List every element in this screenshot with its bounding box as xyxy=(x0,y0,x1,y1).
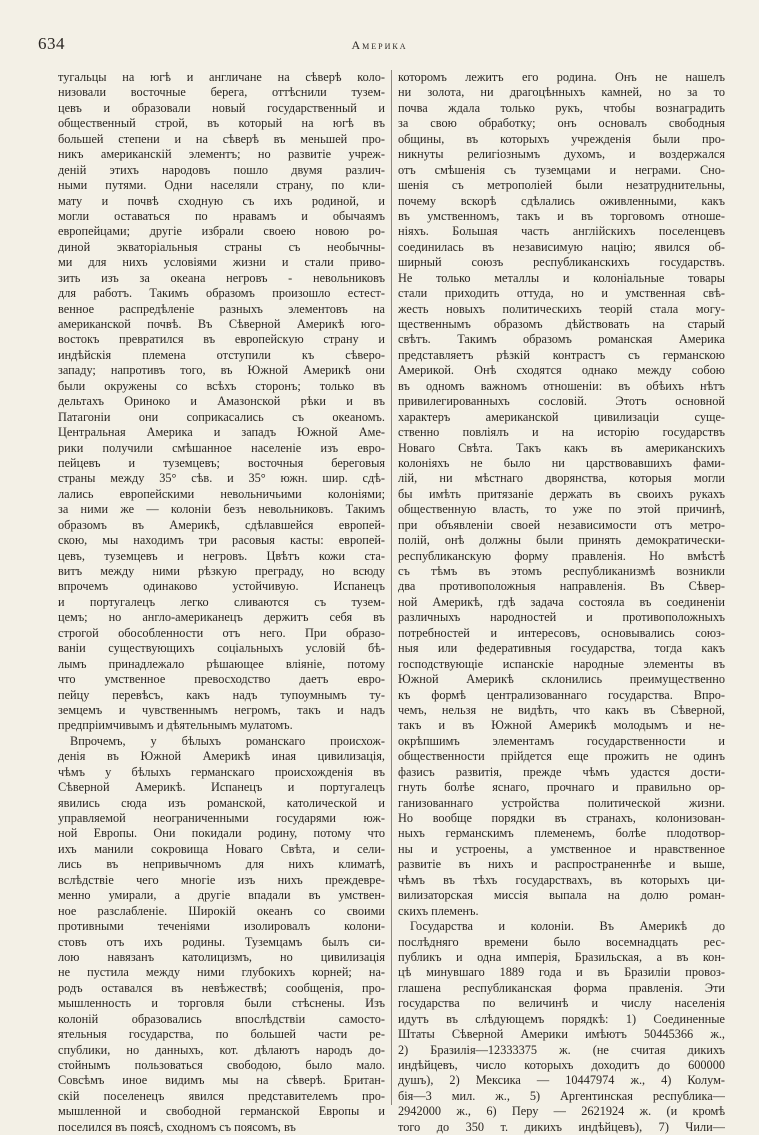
text-line: венное распредѣленіе разныхъ элементовъ на xyxy=(58,301,385,316)
text-line: лою навязанъ католицизмъ, но цивилизація xyxy=(58,949,385,964)
text-line: республиканскую форму правленія. Но вмѣстѣ xyxy=(398,548,725,563)
text-line: общественную власть, то уже по этой причинѣ, xyxy=(398,502,725,517)
text-line: Америкой. Онѣ сходятся однако между собою xyxy=(398,363,725,378)
text-line: почему вскорѣ сдѣлались оживленными, какъ xyxy=(398,193,725,208)
text-line: Впрочемъ, у бѣлыхъ романскаго происхож- xyxy=(70,733,385,748)
text-line: государства по величинѣ и числу населенія xyxy=(398,996,725,1011)
text-line: господствующіе испанскіе народные элементы въ xyxy=(398,656,725,671)
text-line: отъ смѣшенія съ туземцами и неграми. Сно- xyxy=(398,162,725,177)
text-line: послѣдняго времени было восемнадцать рес- xyxy=(398,934,725,949)
text-line: скихъ племенъ. xyxy=(398,903,479,918)
column-divider xyxy=(391,70,392,1105)
page-number: 634 xyxy=(38,34,65,53)
text-line: развитіе въ нихъ и распространеннѣе и выше, xyxy=(398,857,725,872)
text-line: лымъ принадлежало рѣшающее вліяніе, потому xyxy=(58,656,385,671)
text-line: мату и почвѣ сходную съ ихъ родиной, и xyxy=(58,193,385,208)
text-line: чемъ, нельзя не видѣть, что какъ въ Сѣверной, xyxy=(398,702,725,717)
text-line: полій, онѣ должны были принять демократически- xyxy=(398,533,725,548)
text-line: ственно повліялъ и на исторію государствъ xyxy=(398,425,725,440)
running-title: Америка xyxy=(351,38,408,52)
text-line: ни золота, ни драгоцѣнныхъ камней, но за то xyxy=(398,85,725,100)
text-line: колоніяхъ не было ни царствовавшихъ фами- xyxy=(398,455,725,470)
text-line: въ одномъ важномъ отношеніи: въ обѣихъ нѣтъ xyxy=(398,378,725,393)
text-line: и португалецъ легко сливаются съ тузем- xyxy=(58,594,385,609)
text-line: при объявленіи своей независимости отъ метро- xyxy=(398,517,725,532)
text-line: колоній образовались впослѣдствіи самосто- xyxy=(58,1011,385,1026)
text-line: вслѣдствіе чего многіе изъ нихъ преждевре- xyxy=(58,872,385,887)
text-line: никъ американскій элементъ; но развитіе учреж- xyxy=(58,147,385,162)
text-line: страны между 35° сѣв. и 35° южн. шир. сдѣ- xyxy=(58,471,385,486)
text-line: востокъ превратился въ европейскую страну и xyxy=(58,332,385,347)
text-line: Южной Америкѣ склонились преимущественно xyxy=(398,672,725,687)
text-line: идутъ въ слѣдующемъ порядкѣ: 1) Соединенные xyxy=(398,1011,725,1026)
text-line: представляетъ рѣзкій контрастъ съ германскою xyxy=(398,347,725,362)
left-column xyxy=(58,70,385,1135)
text-line: стали приходить оттуда, но и умственная свѣ- xyxy=(398,286,725,301)
text-line: пейцевъ и туземцевъ; восточныя береговыя xyxy=(58,455,385,470)
text-line: ширный союзъ республиканскихъ государствъ. xyxy=(398,255,725,270)
text-line: пейцу перевѣсъ, какъ надъ тупоумнымъ ту- xyxy=(58,687,385,702)
text-line: западу; напротивъ того, въ Южной Америкѣ они xyxy=(58,363,385,378)
text-line: характеръ американской цивилизаціи суще- xyxy=(398,409,725,424)
text-line: за ними же — колоніи безъ невольниковъ. Такимъ xyxy=(58,502,385,517)
text-line: душъ), 2) Мексика — 10447974 ж., 4) Колум- xyxy=(398,1073,725,1088)
text-line: индѣйцевъ, число которыхъ доходитъ до 600000 xyxy=(398,1058,725,1072)
text-line: цѣ минувшаго 1889 года и въ Бразиліи провоз- xyxy=(398,965,725,980)
text-line: Штаты Сѣверной Америки имѣютъ 50445366 ж., xyxy=(398,1027,725,1042)
text-line: гнуть болѣе яснаго, прочнаго и правильно ор- xyxy=(398,780,725,795)
text-line: 2942000 ж., 6) Перу — 2621924 ж. (и кромѣ xyxy=(398,1104,725,1119)
text-line: Не только металлы и колоніальные товары xyxy=(398,270,725,285)
text-line: публикъ и одна имперія, Бразильская, а въ кон- xyxy=(398,949,725,964)
text-line: лій, ни мѣстнаго дворянства, которыя могли xyxy=(398,471,725,486)
text-line: ными путями. Одни населяли страну, по кли- xyxy=(58,178,385,193)
text-line: скій поселенецъ явился представителемъ про- xyxy=(58,1088,385,1103)
text-line: Центральная Америка и западъ Южной Аме- xyxy=(58,425,385,440)
text-line: ганизованнаго устройства политической жизни. xyxy=(398,795,725,810)
text-line: ми для нихъ условіями жизни и стали приво- xyxy=(58,255,385,270)
text-line: ныхъ германскимъ племенемъ, болѣе плодотвор- xyxy=(398,826,725,841)
text-line: деній этихъ народовъ пошло двумя различ- xyxy=(58,162,385,177)
text-line: привилегированныхъ сословій. Этотъ основной xyxy=(398,394,725,409)
text-line: почва ждала только рукъ, чтобы вознаградить xyxy=(398,100,725,115)
text-line: строгой обособленности отъ него. При образо- xyxy=(58,625,385,640)
text-line: стойнымъ пользоваться свободою, было мало. xyxy=(58,1058,385,1072)
right-column xyxy=(398,70,725,1135)
text-line: стовъ отъ ихъ родины. Туземцамъ былъ си- xyxy=(58,934,385,949)
text-line: цевъ и образовали новый государственный и xyxy=(58,100,385,115)
text-line: Патагоніи они соприкасались съ океаномъ. xyxy=(58,409,385,424)
text-line: большей степени и на сѣверѣ въ меньшей про- xyxy=(58,131,385,146)
text-line: Но вообще порядки въ странахъ, колонизован- xyxy=(398,811,725,825)
text-line: два противоположныя направленія. Въ Сѣвер- xyxy=(398,579,725,594)
text-line: ихъ манили сокровища Новаго Свѣта, и сели- xyxy=(58,841,385,856)
text-line: мышленность и торговля были стѣснены. Изъ xyxy=(58,996,385,1011)
text-line: ной Европы. Они покидали родину, потому что xyxy=(58,826,385,841)
text-line: общественности прійдется еще прожить не одинъ xyxy=(398,749,725,764)
text-line: ваніи существующихъ соціальныхъ условій бѣ- xyxy=(58,641,385,656)
text-line: потребностей и интересовъ, основывались союз- xyxy=(398,625,725,640)
text-line: тугальцы на югѣ и англичане на сѣверѣ коло- xyxy=(58,70,385,84)
text-line: того до 350 т. дикихъ индѣйцевъ), 7) Чили— xyxy=(398,1119,725,1134)
text-line: которомъ лежитъ его родина. Онъ не нашелъ xyxy=(398,70,725,84)
text-line: ны и устроены, а умственное и нравственное xyxy=(398,841,725,856)
text-line: могли оставаться по нравамъ и обычаямъ xyxy=(58,208,385,223)
text-line: явились сюда изъ романской, католической и xyxy=(58,795,385,810)
text-line: никнуты религіознымъ духомъ, и воздержался xyxy=(398,147,725,162)
text-line: для работъ. Такимъ образомъ произошло естест- xyxy=(58,286,385,301)
text-line: предпріимчивымъ и дѣятельнымъ мулатомъ. xyxy=(58,718,293,733)
text-line: такъ и въ Южной Америкѣ молодымъ и не- xyxy=(398,718,725,733)
text-line: щественнымъ образомъ дѣйствовать на старый xyxy=(398,317,725,331)
text-line: Совсѣмъ иное видимъ мы на сѣверѣ. Британ- xyxy=(58,1073,385,1088)
text-line: окрѣпшимъ элементамъ государственности и xyxy=(398,733,725,748)
text-line: зить изъ за океана негровъ - невольниковъ xyxy=(58,270,385,285)
text-line: дельтахъ Ориноко и Амазонской рѣки и въ xyxy=(58,394,385,409)
text-line: денія въ Южной Америкѣ иная цивилизація, xyxy=(58,749,385,764)
text-line: жесть новыхъ политическихъ теорій стала могу- xyxy=(398,301,725,316)
text-line: мышленной и свободной германской Европы и xyxy=(58,1104,385,1119)
text-line: въ умственномъ, такъ и въ торговомъ отноше- xyxy=(398,208,725,223)
text-line: управляемой неограниченными государями юж- xyxy=(58,811,385,825)
text-line: лись въ непривычномъ для нихъ климатѣ, xyxy=(58,857,385,872)
text-line: ной Америкѣ, гдѣ задача состояла въ соединеніи xyxy=(398,594,725,609)
text-line: цемъ; но англо-американецъ держитъ себя въ xyxy=(58,610,385,625)
text-line: Сѣверной Америкѣ. Испанецъ и португалецъ xyxy=(58,780,385,795)
text-line: ныя или федеративныя государства, тогда какъ xyxy=(398,641,725,656)
text-line: фазисъ развитія, прежде чѣмъ удастся дости- xyxy=(398,764,725,779)
text-line: земцемъ и чувственнымъ негромъ, такъ и надъ xyxy=(58,702,385,717)
text-line: поселился въ поясѣ, сходномъ съ поясомъ, въ xyxy=(58,1119,296,1134)
text-line: общественный строй, въ который на югѣ въ xyxy=(58,116,385,131)
text-line: скою, мы находимъ три расовыя касты: европей- xyxy=(58,533,385,548)
text-line: впрочемъ одинаково устойчивую. Испанецъ xyxy=(58,579,385,594)
text-line: глашена республиканская форма правленія. Эти xyxy=(398,980,725,995)
text-line: витъ между ними рѣзкую преграду, но всюду xyxy=(58,564,385,578)
text-line: чѣмъ въ тѣхъ государствахъ, въ которыхъ ци- xyxy=(398,872,725,887)
text-line: соединилась въ независимую націю; явился об- xyxy=(398,239,725,254)
text-line: различныхъ народностей и противоположныхъ xyxy=(398,610,725,625)
text-line: вилизаторская миссія выпала на долю роман- xyxy=(398,888,725,903)
text-line: низовали восточные берега, оттѣснили тузем- xyxy=(58,85,385,100)
text-line: къ формѣ централизованнаго государства. Впро- xyxy=(398,687,725,702)
text-line: спублики, но данныхъ, кот. дѣлаютъ народъ до- xyxy=(58,1042,385,1057)
text-line: лались европейскими невольничьими колоніями; xyxy=(58,486,385,501)
text-line: бія—3 мил. ж., 5) Аргентинская республика— xyxy=(398,1088,725,1103)
text-line: съ тѣмъ въ этомъ республиканизмѣ возникли xyxy=(398,564,725,578)
text-line: менно умирали, а другіе впадали въ умствен- xyxy=(58,888,385,903)
text-line: свѣтъ. Такимъ образомъ романская Америка xyxy=(398,332,725,347)
text-line: противными теченіями изолировалъ колони- xyxy=(58,919,385,934)
text-line: диной экваторіальныя страны съ необычны- xyxy=(58,239,385,254)
text-line: индѣйскія племена отступили къ сѣверо- xyxy=(58,347,385,362)
text-line: цевъ, туземцевъ и негровъ. Цвѣтъ кожи ста- xyxy=(58,548,385,563)
text-line: ятельныя государства, по большей части ре- xyxy=(58,1027,385,1042)
text-line: американской почвѣ. Въ Сѣверной Америкѣ юго- xyxy=(58,317,385,331)
text-line: бы имѣть притязаніе держать въ своихъ рукахъ xyxy=(398,486,725,501)
text-line: ное разслабленіе. Широкій океанъ со своими xyxy=(58,903,385,918)
text-line: ніяхъ. Большая часть англійскихъ поселенцевъ xyxy=(398,224,725,239)
text-line: чѣмъ у бѣлыхъ германскаго происхожденія въ xyxy=(58,764,385,779)
text-line: за свою обработку; онъ основалъ свободныя xyxy=(398,116,725,131)
text-line: европейцами; другіе избрали своею новою ро- xyxy=(58,224,385,239)
text-line: образомъ въ Америкѣ, сдѣлавшейся европей- xyxy=(58,517,385,532)
text-line: родъ оставался въ невѣжествѣ; сообщенія, про- xyxy=(58,980,385,995)
text-line: общины, въ которыхъ учрежденія были про- xyxy=(398,131,725,146)
text-line: 2) Бразилія—12333375 ж. (не считая дикихъ xyxy=(398,1042,725,1057)
text-line: не пустила между ними глубокихъ корней; на- xyxy=(58,965,385,980)
text-line: шенія съ метрополіей были незатруднительны, xyxy=(398,178,725,193)
text-line: Новаго Свѣта. Такъ какъ въ американскихъ xyxy=(398,440,725,455)
text-line: что умственное превосходство даетъ евро- xyxy=(58,672,385,687)
text-line: были окружены со всѣхъ сторонъ; только въ xyxy=(58,378,385,393)
text-line: Государства и колоніи. Въ Америкѣ до xyxy=(410,919,725,934)
text-line: рики получили смѣшанное населеніе изъ евро- xyxy=(58,440,385,455)
